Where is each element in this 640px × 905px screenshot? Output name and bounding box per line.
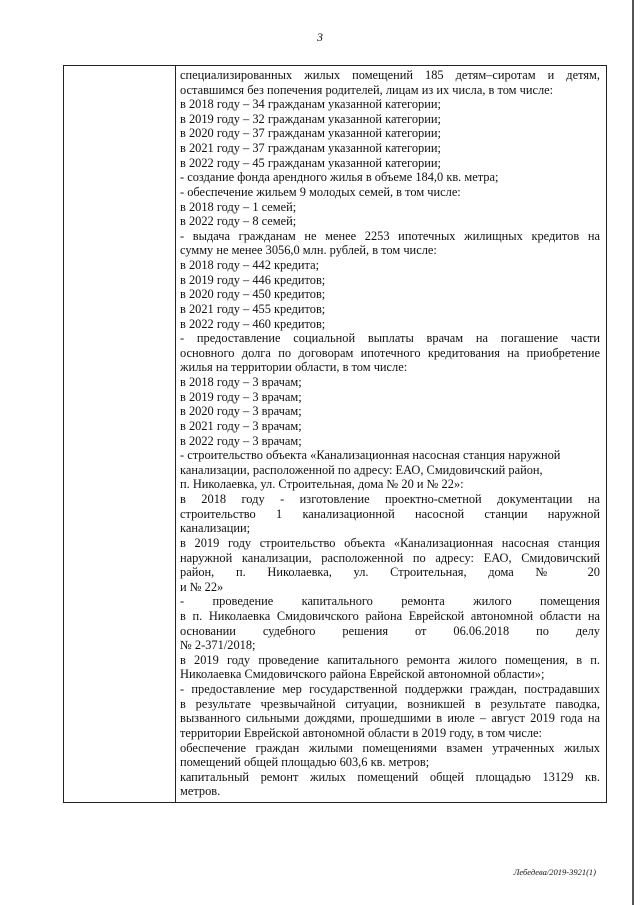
text-line: сумму не менее 3056,0 млн. рублей, в том числе: [180, 243, 437, 258]
text-line: метров. [180, 784, 221, 799]
text-line: в 2019 году проведение капитального ремонта жилого помещения, в п. [180, 652, 600, 667]
text-line: в результате чрезвычайной ситуации, возникшей в результате паводка, [180, 696, 600, 711]
text-line: в 2019 году – 446 кредитов; [180, 272, 326, 287]
text-line: канализации; [180, 521, 251, 536]
text-line: район, п. Николаевка, ул. Строительная, дома № 20 [180, 565, 600, 580]
text-line: в 2018 году – 3 врачам; [180, 375, 302, 390]
text-line: в 2018 году - изготовление проектно-сметной документации на [180, 492, 600, 507]
text-line: вызванного сильными дождями, прошедшими в июле – август 2019 года на [180, 711, 600, 726]
text-line: в 2020 году – 3 врачам; [180, 404, 302, 419]
text-line: обеспечение граждан жилыми помещениями взамен утраченных жилых [180, 740, 600, 755]
content-table [63, 65, 607, 803]
text-line: в 2018 году – 1 семей; [180, 199, 297, 214]
footer-reference: Лебедева/2019-3921(1) [513, 867, 596, 877]
text-line: в п. Николаевка Смидовичского района Еврейской автономной области на [180, 608, 600, 623]
text-line: наружной канализации, расположенной по адресу: ЕАО, Смидовичский [180, 550, 600, 565]
text-line: специализированных жилых помещений 185 детям–сиротам и детям, [180, 68, 600, 82]
text-line: основного долга по договорам ипотечного кредитования на приобретение [180, 345, 600, 360]
text-line: - выдача гражданам не менее 2253 ипотечных жилищных кредитов на [180, 228, 600, 243]
text-line: канализации, расположенной по адресу: ЕАО, Смидовичский район, [180, 462, 543, 477]
page-number: 3 [317, 30, 323, 44]
scan-edge [632, 0, 634, 905]
text-line: помещений общей площадью 603,6 кв. метров; [180, 755, 430, 770]
text-line: - проведение капитального ремонта жилого помещения [180, 594, 600, 609]
text-line: в 2021 году – 37 гражданам указанной категории; [180, 141, 441, 156]
text-line: капитальный ремонт жилых помещений общей площадью 13129 кв. [180, 769, 600, 784]
text-line: п. Николаевка, ул. Строительная, дома № 20 и № 22»: [180, 477, 464, 492]
text-line: № 2-371/2018; [180, 638, 256, 653]
text-line: в 2019 году – 32 гражданам указанной категории; [180, 111, 441, 126]
table-text-cell [180, 68, 600, 799]
text-line: основании судебного решения от 06.06.2018 по делу [180, 623, 600, 638]
text-line: в 2022 году – 460 кредитов; [180, 316, 326, 331]
text-line: - обеспечение жильем 9 молодых семей, в том числе: [180, 184, 461, 199]
text-line: - предоставление социальной выплаты врачам на погашение части [180, 331, 600, 346]
text-line: - предоставление мер государственной поддержки граждан, пострадавших [180, 682, 600, 697]
text-line: в 2018 году – 442 кредита; [180, 258, 320, 273]
text-line: оставшимся без попечения родителей, лицам из их числа, в том числе: [180, 82, 554, 97]
text-line: строительство 1 канализационной насосной станции наружной [180, 506, 600, 521]
text-line: - создание фонда арендного жилья в объеме 184,0 кв. метра; [180, 170, 499, 185]
text-line: и № 22» [180, 579, 224, 594]
text-line: территории Еврейской автономной области в 2019 году, в том числе: [180, 725, 542, 740]
column-divider [175, 66, 176, 802]
text-line: в 2020 году – 450 кредитов; [180, 287, 326, 302]
text-line: - строительство объекта «Канализационная насосная станция наружной [180, 448, 561, 463]
text-line: в 2019 году – 3 врачам; [180, 389, 302, 404]
text-line: Николаевка Смидовичского района Еврейской автономной области»; [180, 667, 545, 682]
text-line: в 2021 году – 3 врачам; [180, 418, 302, 433]
text-line: жилья на территории области, в том числе: [180, 360, 408, 375]
text-line: в 2018 году – 34 гражданам указанной категории; [180, 97, 441, 112]
text-line: в 2022 году – 8 семей; [180, 214, 297, 229]
text-line: в 2021 году – 455 кредитов; [180, 301, 326, 316]
text-line: в 2022 году – 45 гражданам указанной категории; [180, 155, 441, 170]
text-line: в 2022 году – 3 врачам; [180, 433, 302, 448]
text-line: в 2019 году строительство объекта «Канализационная насосная станция [180, 535, 600, 550]
text-line: в 2020 году – 37 гражданам указанной категории; [180, 126, 441, 141]
